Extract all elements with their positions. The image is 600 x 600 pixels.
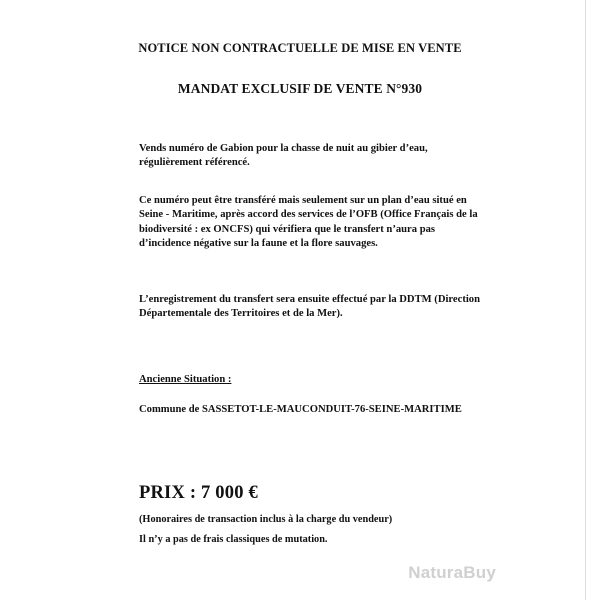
- commune-line: Commune de SASSETOT-LE-MAUCONDUIT-76-SEINE-MARITIME: [139, 404, 462, 415]
- paragraph-registration: L’enregistrement du transfert sera ensuite effectué par la DDTM (Direction Départementale des Territoires et de la Mer).: [139, 294, 480, 320]
- section-title-previous-situation: Ancienne Situation :: [139, 374, 232, 385]
- price-heading: PRIX : 7 000 €: [139, 483, 258, 503]
- document-subtitle: MANDAT EXCLUSIF DE VENTE N°930: [177, 81, 423, 96]
- price-fees-note: (Honoraires de transaction inclus à la charge du vendeur): [139, 514, 393, 525]
- document-title: NOTICE NON CONTRACTUELLE DE MISE EN VENTE: [138, 41, 462, 55]
- paragraph-transfer-conditions: Ce numéro peut être transféré mais seulement sur un plan d’eau situé en Seine - Maritime, après accord des services de l’OFB (Office Français de la biodiversité : ex ONCFS) qui vérifiera que le transfert n’aura pas d’incidence négative sur la faune et la flore sauvages.: [139, 195, 478, 250]
- naturabuy-watermark: NaturaBuy: [408, 563, 496, 582]
- paragraph-gabion: Vends numéro de Gabion pour la chasse de nuit au gibier d’eau, régulièrement référencé.: [139, 143, 428, 169]
- mutation-fees-note: Il n’y a pas de frais classiques de mutation.: [139, 534, 328, 545]
